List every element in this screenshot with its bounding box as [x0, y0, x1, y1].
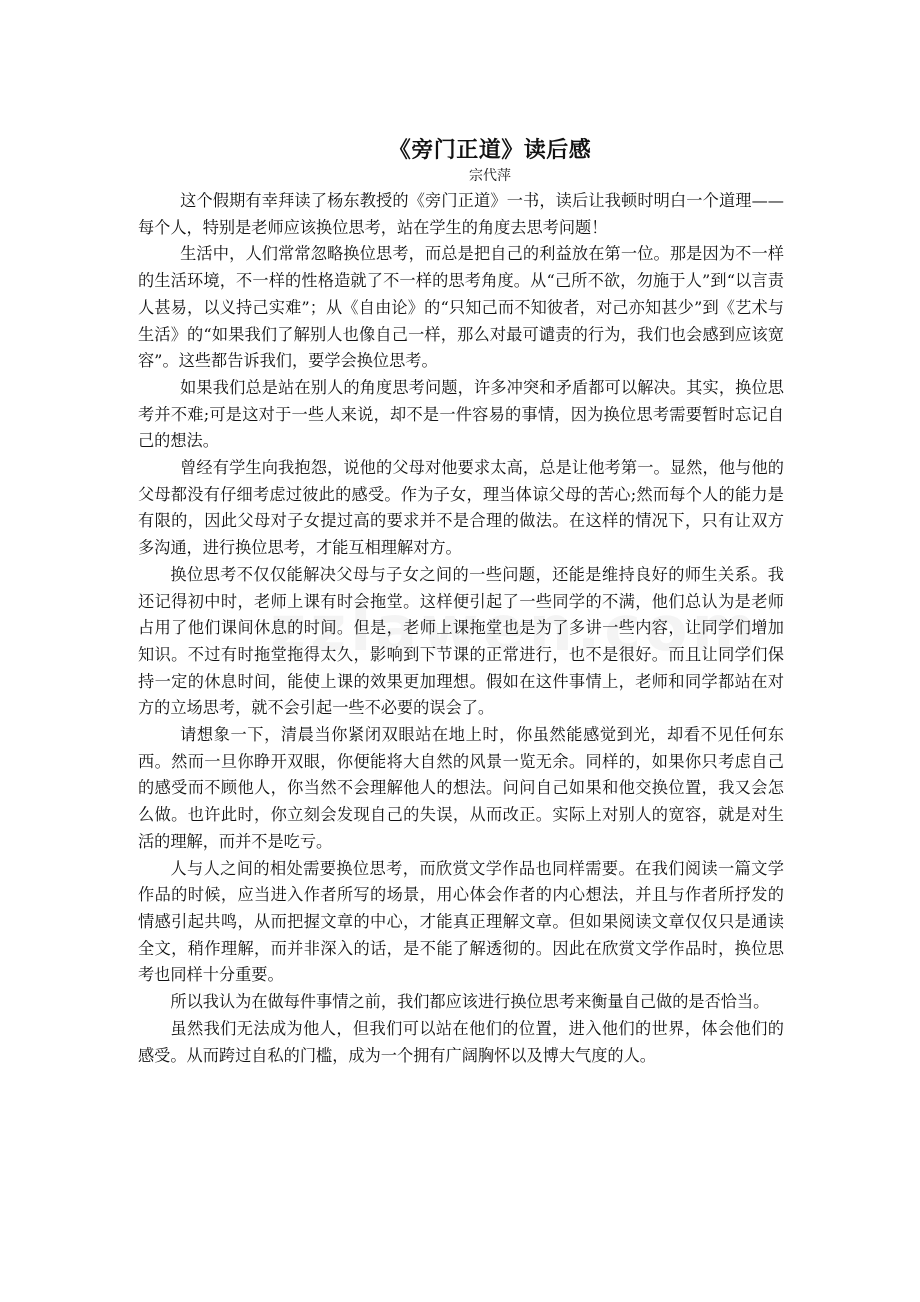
article-body	[138, 188, 784, 1069]
paragraph: 曾经有学生向我抱怨，说他的父母对他要求太高，总是让他考第一。显然，他与他的父母都没有仔细考虑过彼此的感受。作为子女，理当体谅父母的苦心;然而每个人的能力是有限的，因此父母对子女提过高的要求并不是合理的做法。在这样的情况下，只有让双方多沟通，进行换位思考，才能互相理解对方。	[138, 458, 784, 558]
paragraph: 这个假期有幸拜读了杨东教授的《旁门正道》一书，读后让我顿时明白一个道理——每个人，特别是老师应该换位思考，站在学生的角度去思考问题！	[138, 191, 784, 237]
paragraph: 生活中，人们常常忽略换位思考，而总是把自己的利益放在第一位。那是因为不一样的生活环境，不一样的性格造就了不一样的思考角度。从“己所不欲，勿施于人”到“以言责人甚易，以义持己实难”；从《自由论》的“只知己而不知彼者，对己亦知甚少”到《艺术与生活》的“如果我们了解别人也像自己一样，那么对最可谴责的行为，我们也会感到应该宽容”。这些都告诉我们，要学会换位思考。	[138, 244, 784, 371]
paragraph: 所以我认为在做每件事情之前，我们都应该进行换位思考来衡量自己做的是否恰当。	[170, 992, 770, 1012]
paragraph: 请想象一下，清晨当你紧闭双眼站在地上时，你虽然能感觉到光，却看不见任何东西。然而一旦你睁开双眼，你便能将大自然的风景一览无余。同样的，如果你只考虑自己的感受而不顾他人，你当然不会理解他人的想法。问问自己如果和他交换位置，我又会怎么做。也许此时，你立刻会发现自己的失误，从而改正。实际上对别人的宽容，就是对生活的理解，而并不是吃亏。	[138, 725, 784, 851]
author-name: 宗代萍	[469, 168, 511, 184]
paragraph: 人与人之间的相处需要换位思考，而欣赏文学作品也同样需要。在我们阅读一篇文学作品的时候，应当进入作者所写的场景，用心体会作者的内心想法，并且与作者所抒发的情感引起共鸣，从而把握文章的中心，才能真正理解文章。但如果阅读文章仅仅只是通读全文，稍作理解，而并非深入的话，是不能了解透彻的。因此在欣赏文学作品时，换位思考也同样十分重要。	[138, 858, 784, 985]
paragraph: 虽然我们无法成为他人，但我们可以站在他们的位置，进入他们的世界，体会他们的感受。从而跨过自私的门槛，成为一个拥有广阔胸怀以及博大气度的人。	[138, 1018, 784, 1065]
paragraph: 如果我们总是站在别人的角度思考问题，许多冲突和矛盾都可以解决。其实，换位思考并不难;可是这对于一些人来说，却不是一件容易的事情，因为换位思考需要暂时忘记自己的想法。	[138, 377, 784, 451]
document-title: 《旁门正道》读后感	[388, 136, 592, 163]
paragraph: 换位思考不仅仅能解决父母与子女之间的一些问题，还能是维持良好的师生关系。我还记得初中时，老师上课有时会拖堂。这样便引起了一些同学的不满，他们总认为是老师占用了他们课间休息的时间。但是，老师上课拖堂也是为了多讲一些内容，让同学们增加知识。不过有时拖堂拖得太久，影响到下节课的正常进行，也不是很好。而且让同学们保持一定的休息时间，能使上课的效果更加理想。假如在这件事情上，老师和同学都站在对方的立场思考，就不会引起一些不必要的误会了。	[138, 564, 784, 718]
